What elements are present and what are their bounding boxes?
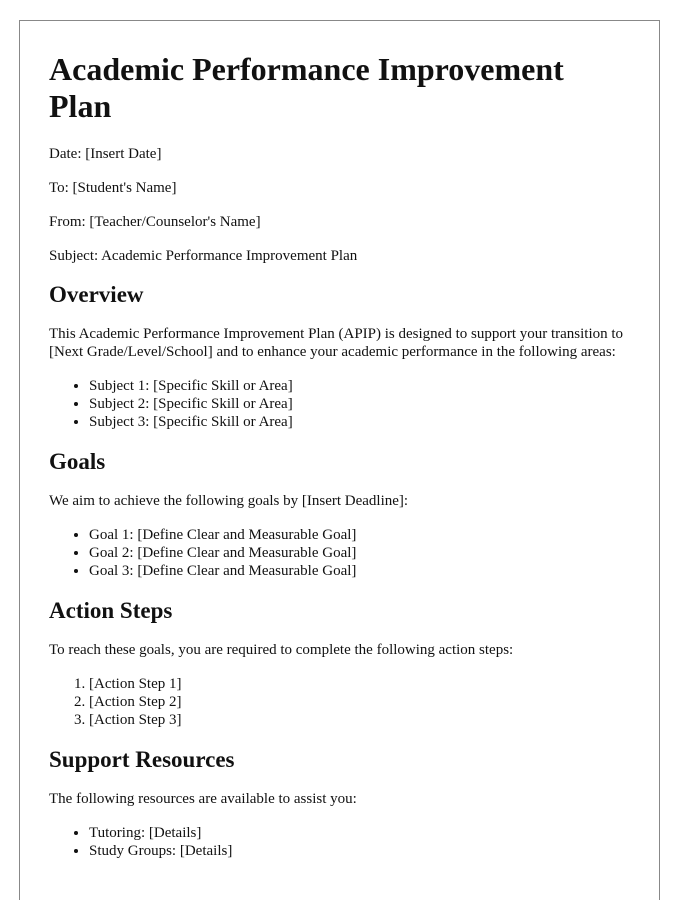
- support-heading: Support Resources: [49, 747, 235, 772]
- date-line: Date: [Insert Date]: [49, 146, 162, 162]
- overview-section: [49, 281, 629, 431]
- list-item: • Goal 2: [Define Clear and Measurable Goal]: [89, 544, 629, 562]
- action-steps-list: [49, 675, 629, 729]
- action-steps-text: To reach these goals, you are required to complete the following action steps:: [49, 642, 514, 658]
- goals-section: [49, 448, 629, 580]
- list-item: 2. [Action Step 2]: [89, 693, 629, 711]
- list-item: 3. [Action Step 3]: [89, 711, 629, 729]
- from-line: From: [Teacher/Counselor's Name]: [49, 214, 261, 230]
- list-item: • Goal 3: [Define Clear and Measurable Goal]: [89, 562, 629, 580]
- support-list: [49, 824, 629, 860]
- list-item: • Subject 3: [Specific Skill or Area]: [89, 413, 629, 431]
- goals-heading: Goals: [49, 449, 106, 474]
- overview-text: This Academic Performance Improvement Plan (APIP) is designed to support your transition to [Next Grade/Level/School] and to enhance your academic performance in the following areas:: [49, 326, 624, 360]
- list-item: • Subject 2: [Specific Skill or Area]: [89, 395, 629, 413]
- list-item: • Subject 1: [Specific Skill or Area]: [89, 377, 629, 395]
- action-steps-heading: Action Steps: [49, 598, 173, 623]
- overview-list: [49, 377, 629, 431]
- subject-line: Subject: Academic Performance Improvement Plan: [49, 248, 358, 264]
- goals-list: [49, 526, 629, 580]
- letter-meta: [49, 145, 629, 265]
- list-item: • Study Groups: [Details]: [89, 842, 629, 860]
- to-line: To: [Student's Name]: [49, 180, 177, 196]
- overview-heading: Overview: [49, 282, 144, 307]
- support-section: [49, 746, 629, 860]
- list-item: 1. [Action Step 1]: [89, 675, 629, 693]
- action-steps-section: [49, 597, 629, 729]
- document-page: [19, 20, 660, 900]
- document-title: Academic Performance Improvement Plan: [49, 51, 564, 124]
- support-text: The following resources are available to assist you:: [49, 791, 357, 807]
- goals-text: We aim to achieve the following goals by [Insert Deadline]:: [49, 493, 409, 509]
- list-item: • Goal 1: [Define Clear and Measurable Goal]: [89, 526, 629, 544]
- list-item: • Tutoring: [Details]: [89, 824, 629, 842]
